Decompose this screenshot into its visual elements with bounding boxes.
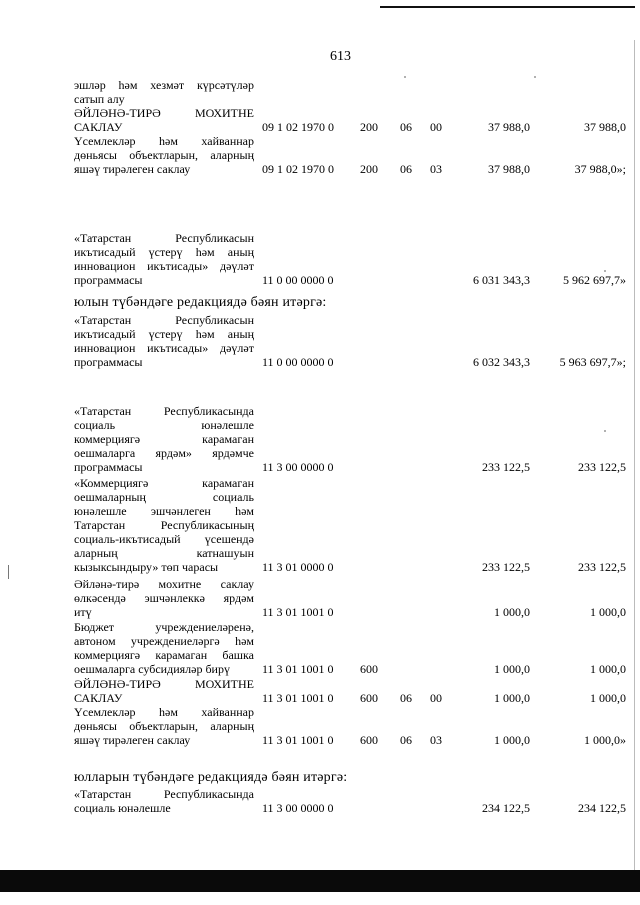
description-line: икътисадый үстерү һәм аның xyxy=(74,245,254,259)
description-line: инновацион икътисады» дәүләт xyxy=(74,341,254,355)
expense-type-code: 200 xyxy=(360,162,378,176)
subsection-code: 00 xyxy=(430,120,442,134)
description-line: САКЛАУ xyxy=(74,691,123,705)
scan-speck xyxy=(404,76,406,78)
expense-type-code: 200 xyxy=(360,120,378,134)
classification-code: 11 3 01 0000 0 xyxy=(262,560,334,574)
row-description xyxy=(74,134,254,176)
section-code: 06 xyxy=(400,120,412,134)
scan-speck xyxy=(604,430,606,432)
description-line: автоном учреждениеләргә һәм xyxy=(74,634,254,648)
scan-speck xyxy=(534,76,536,78)
row-description xyxy=(74,577,254,619)
classification-code: 11 3 01 1001 0 xyxy=(262,662,334,676)
amount-year-1: 1 000,0 xyxy=(494,605,530,619)
description-line: аларның катнашуын xyxy=(74,546,254,560)
description-line: программасы xyxy=(74,273,143,287)
description-line: Үсемлекләр һәм хайваннар xyxy=(74,134,254,148)
description-line: Татарстан Республикасының xyxy=(74,518,254,532)
description-line: «Коммерциягә карамаган xyxy=(74,476,254,490)
amount-year-1: 233 122,5 xyxy=(482,560,530,574)
amount-year-2: 5 962 697,7» xyxy=(563,273,626,287)
description-line: ӘЙЛӘНӘ-ТИРӘ МОХИТНЕ xyxy=(74,677,254,691)
description-line: коммерциягә карамаган xyxy=(74,432,254,446)
description-line: инновацион икътисады» дәүләт xyxy=(74,259,254,273)
scan-bottom-bar xyxy=(0,870,640,892)
description-line: «Татарстан Республикасын xyxy=(74,231,254,245)
amount-year-2: 234 122,5 xyxy=(578,801,626,815)
description-line: яшәү тирәлеген саклау xyxy=(74,162,191,176)
description-line: Үсемлекләр һәм хайваннар xyxy=(74,705,254,719)
section-code: 06 xyxy=(400,162,412,176)
description-line: дөньясы объектларын, аларның xyxy=(74,148,254,162)
description-line: «Татарстан Республикасында xyxy=(74,404,254,418)
row-description xyxy=(74,787,254,815)
classification-code: 09 1 02 1970 0 xyxy=(262,120,334,134)
description-line: программасы xyxy=(74,355,143,369)
description-line: «Татарстан Республикасында xyxy=(74,787,254,801)
amount-year-1: 234 122,5 xyxy=(482,801,530,815)
amount-year-2: 1 000,0 xyxy=(590,691,626,705)
section-code: 06 xyxy=(400,733,412,747)
expense-type-code: 600 xyxy=(360,733,378,747)
row-description xyxy=(74,78,254,106)
row-description xyxy=(74,677,254,705)
row-description xyxy=(74,620,254,676)
description-line: социаль юнәлешле xyxy=(74,801,171,815)
amendment-instruction: юлын түбәндәге редакциядә бәян итәргә: xyxy=(74,295,327,310)
classification-code: 11 3 00 0000 0 xyxy=(262,460,334,474)
description-line: Әйләнә-тирә мохитне саклау xyxy=(74,577,254,591)
row-description xyxy=(74,404,254,474)
description-line: Бюджет учреждениеләренә, xyxy=(74,620,254,634)
row-description xyxy=(74,476,254,574)
description-line: итү xyxy=(74,605,92,619)
scan-right-edge xyxy=(634,40,635,870)
amount-year-2: 233 122,5 xyxy=(578,460,626,474)
page-number: 613 xyxy=(330,49,351,64)
description-line: социаль юнәлешле xyxy=(74,418,254,432)
amount-year-2: 37 988,0»; xyxy=(574,162,626,176)
row-description xyxy=(74,106,254,134)
description-line: өлкәсендә эшчәнлеккә ярдәм xyxy=(74,591,254,605)
amount-year-2: 5 963 697,7»; xyxy=(559,355,626,369)
description-line: сатып алу xyxy=(74,92,125,106)
description-line: оешмаларга ярдәм» ярдәмче xyxy=(74,446,254,460)
description-line: программасы xyxy=(74,460,143,474)
section-code: 06 xyxy=(400,691,412,705)
description-line: эшләр һәм хезмәт күрсәтүләр xyxy=(74,78,254,92)
amount-year-1: 37 988,0 xyxy=(488,120,530,134)
amount-year-1: 37 988,0 xyxy=(488,162,530,176)
amount-year-1: 6 032 343,3 xyxy=(473,355,530,369)
description-line: оешмаларга субсидияләр бирү xyxy=(74,662,230,676)
row-description xyxy=(74,313,254,369)
classification-code: 09 1 02 1970 0 xyxy=(262,162,334,176)
classification-code: 11 0 00 0000 0 xyxy=(262,273,334,287)
amount-year-2: 1 000,0 xyxy=(590,662,626,676)
scan-speck xyxy=(604,270,606,272)
amount-year-1: 1 000,0 xyxy=(494,733,530,747)
classification-code: 11 0 00 0000 0 xyxy=(262,355,334,369)
amount-year-1: 6 031 343,3 xyxy=(473,273,530,287)
classification-code: 11 3 01 1001 0 xyxy=(262,605,334,619)
description-line: юнәлешле эшчәнлеген һәм xyxy=(74,504,254,518)
amount-year-2: 233 122,5 xyxy=(578,560,626,574)
description-line: ӘЙЛӘНӘ-ТИРӘ МОХИТНЕ xyxy=(74,106,254,120)
amount-year-2: 37 988,0 xyxy=(584,120,626,134)
amendment-instruction: юлларын түбәндәге редакциядә бәян итәргә: xyxy=(74,770,348,785)
classification-code: 11 3 01 1001 0 xyxy=(262,691,334,705)
amount-year-2: 1 000,0» xyxy=(584,733,626,747)
classification-code: 11 3 01 1001 0 xyxy=(262,733,334,747)
classification-code: 11 3 00 0000 0 xyxy=(262,801,334,815)
subsection-code: 00 xyxy=(430,691,442,705)
description-line: кызыксындыру» төп чарасы xyxy=(74,560,219,574)
amount-year-1: 233 122,5 xyxy=(482,460,530,474)
expense-type-code: 600 xyxy=(360,691,378,705)
description-line: САКЛАУ xyxy=(74,120,123,134)
description-line: социаль-икътисадый үсешендә xyxy=(74,532,254,546)
description-line: икътисадый үстерү һәм аның xyxy=(74,327,254,341)
amount-year-1: 1 000,0 xyxy=(494,662,530,676)
row-description xyxy=(74,231,254,287)
description-line: коммерциягә карамаган башка xyxy=(74,648,254,662)
row-description xyxy=(74,705,254,747)
description-line: оешмаларның социаль xyxy=(74,490,254,504)
description-line: «Татарстан Республикасын xyxy=(74,313,254,327)
description-line: яшәү тирәлеген саклау xyxy=(74,733,191,747)
subsection-code: 03 xyxy=(430,162,442,176)
amount-year-2: 1 000,0 xyxy=(590,605,626,619)
expense-type-code: 600 xyxy=(360,662,378,676)
scan-left-mark xyxy=(8,565,9,579)
subsection-code: 03 xyxy=(430,733,442,747)
scan-top-rule xyxy=(380,6,635,8)
amount-year-1: 1 000,0 xyxy=(494,691,530,705)
description-line: дөньясы объектларын, аларның xyxy=(74,719,254,733)
